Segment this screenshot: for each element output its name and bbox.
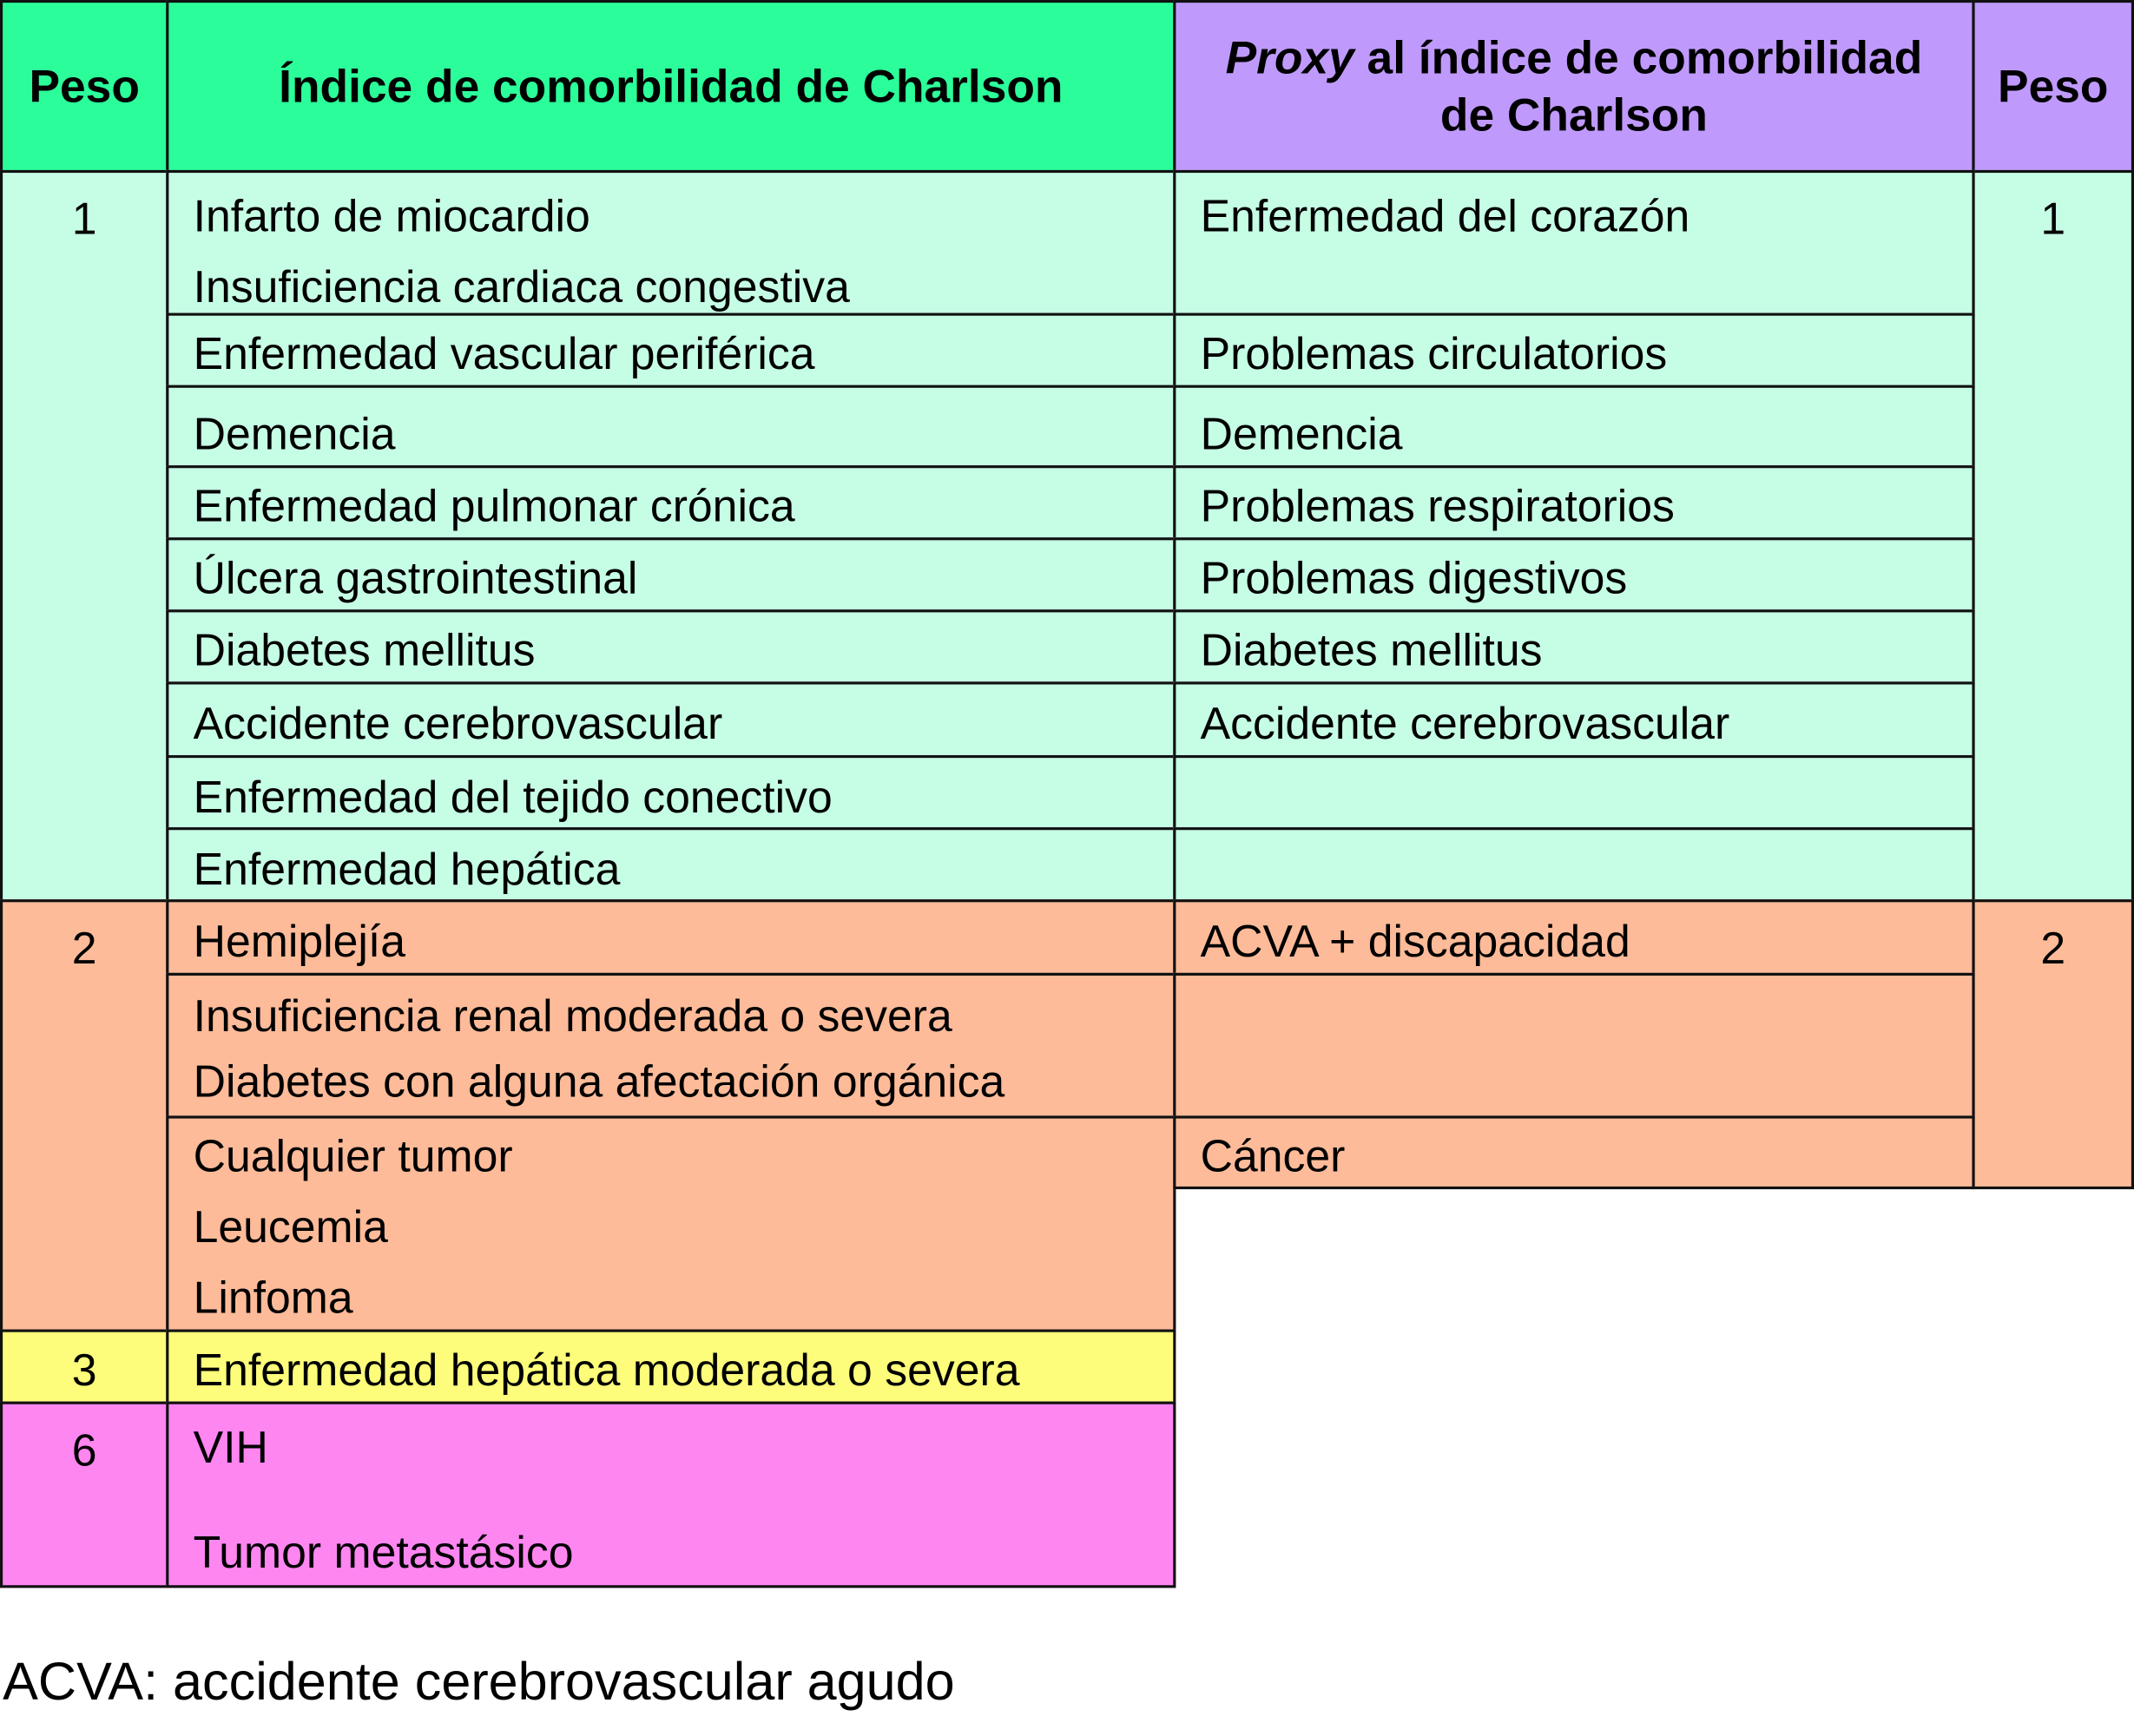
condition: Úlcera gastrointestinal bbox=[193, 552, 638, 603]
condition: Enfermedad hepática bbox=[193, 843, 621, 894]
header-proxy-rest-2: de Charlson bbox=[1439, 89, 1708, 141]
proxy-condition: Cáncer bbox=[1200, 1130, 1346, 1181]
proxy-condition: Enfermedad del corazón bbox=[1200, 190, 1690, 241]
charlson-cell bbox=[166, 385, 1176, 469]
header-charlson bbox=[166, 0, 1176, 173]
condition: Diabetes con alguna afectación orgánica bbox=[193, 1055, 1005, 1107]
proxy-cell bbox=[1173, 537, 1974, 612]
proxy-condition: ACVA + discapacidad bbox=[1200, 915, 1630, 966]
proxy-cell bbox=[1173, 465, 1974, 540]
condition: Hemiplejía bbox=[193, 915, 405, 966]
peso-value: 1 bbox=[2040, 193, 2066, 244]
condition: Enfermedad pulmonar crónica bbox=[193, 480, 795, 531]
condition: VIH bbox=[193, 1422, 268, 1473]
proxy-condition: Demencia bbox=[1200, 408, 1403, 459]
header-charlson-label: Índice de comorbilidad de Charlson bbox=[279, 60, 1064, 113]
charlson-cell bbox=[166, 1330, 1176, 1404]
footnote: ACVA: accidente cerebrovascular agudo bbox=[3, 1653, 955, 1713]
charlson-cell bbox=[166, 313, 1176, 388]
proxy-cell bbox=[1173, 609, 1974, 684]
peso-value: 2 bbox=[71, 922, 97, 973]
charlson-cell bbox=[166, 973, 1176, 1119]
proxy-cell-empty bbox=[1173, 827, 1974, 902]
peso-value: 6 bbox=[71, 1424, 97, 1476]
condition: Linfoma bbox=[193, 1272, 353, 1323]
proxy-condition: Problemas digestivos bbox=[1200, 552, 1628, 603]
peso-value: 2 bbox=[2040, 922, 2066, 973]
charlson-cell bbox=[166, 609, 1176, 684]
header-peso-right-label: Peso bbox=[1998, 60, 2109, 113]
header-peso-left bbox=[0, 0, 168, 173]
proxy-cell bbox=[1173, 899, 1974, 976]
proxy-cell-empty bbox=[1173, 755, 1974, 830]
proxy-cell bbox=[1173, 170, 1974, 316]
proxy-condition: Problemas circulatorios bbox=[1200, 327, 1668, 378]
charlson-cell bbox=[166, 465, 1176, 540]
condition: Leucemia bbox=[193, 1201, 388, 1253]
condition: Cualquier tumor bbox=[193, 1130, 513, 1181]
charlson-cell bbox=[166, 899, 1176, 976]
peso-right-cell-2 bbox=[1972, 899, 2134, 1189]
charlson-cell bbox=[166, 1402, 1176, 1588]
header-proxy-label bbox=[1226, 30, 1923, 144]
charlson-cell bbox=[166, 1115, 1176, 1332]
charlson-cell bbox=[166, 755, 1176, 830]
peso-cell-2 bbox=[0, 899, 168, 1332]
condition: Insuficiencia cardiaca congestiva bbox=[193, 260, 850, 312]
peso-value: 3 bbox=[71, 1344, 97, 1395]
condition: Diabetes mellitus bbox=[193, 624, 536, 675]
peso-cell-3 bbox=[0, 1330, 168, 1404]
condition: Accidente cerebrovascular bbox=[193, 698, 723, 749]
proxy-cell bbox=[1173, 1115, 1974, 1189]
header-peso-right bbox=[1972, 0, 2134, 173]
proxy-cell bbox=[1173, 385, 1974, 469]
condition: Demencia bbox=[193, 408, 396, 459]
header-proxy-italic: Proxy bbox=[1225, 31, 1354, 84]
proxy-condition: Problemas respiratorios bbox=[1200, 480, 1675, 531]
proxy-condition: Diabetes mellitus bbox=[1200, 624, 1543, 675]
condition: Enfermedad del tejido conectivo bbox=[193, 771, 833, 822]
proxy-cell bbox=[1173, 681, 1974, 758]
charlson-cell bbox=[166, 681, 1176, 758]
condition: Tumor metastásico bbox=[193, 1526, 574, 1577]
header-proxy bbox=[1173, 0, 1974, 173]
condition: Enfermedad hepática moderada o severa bbox=[193, 1344, 1020, 1395]
condition: Insuficiencia renal moderada o severa bbox=[193, 990, 952, 1042]
charlson-cell bbox=[166, 827, 1176, 902]
charlson-cell bbox=[166, 537, 1176, 612]
condition: Enfermedad vascular periférica bbox=[193, 327, 815, 378]
peso-cell-1 bbox=[0, 170, 168, 902]
header-proxy-rest-1: al índice de comorbilidad bbox=[1354, 31, 1923, 84]
proxy-cell-empty bbox=[1173, 973, 1974, 1119]
proxy-cell bbox=[1173, 313, 1974, 388]
peso-cell-6 bbox=[0, 1402, 168, 1588]
peso-right-cell-1 bbox=[1972, 170, 2134, 902]
condition: Infarto de miocardio bbox=[193, 190, 590, 241]
header-peso-left-label: Peso bbox=[29, 60, 140, 113]
peso-value: 1 bbox=[71, 193, 97, 244]
charlson-cell bbox=[166, 170, 1176, 316]
proxy-condition: Accidente cerebrovascular bbox=[1200, 698, 1730, 749]
